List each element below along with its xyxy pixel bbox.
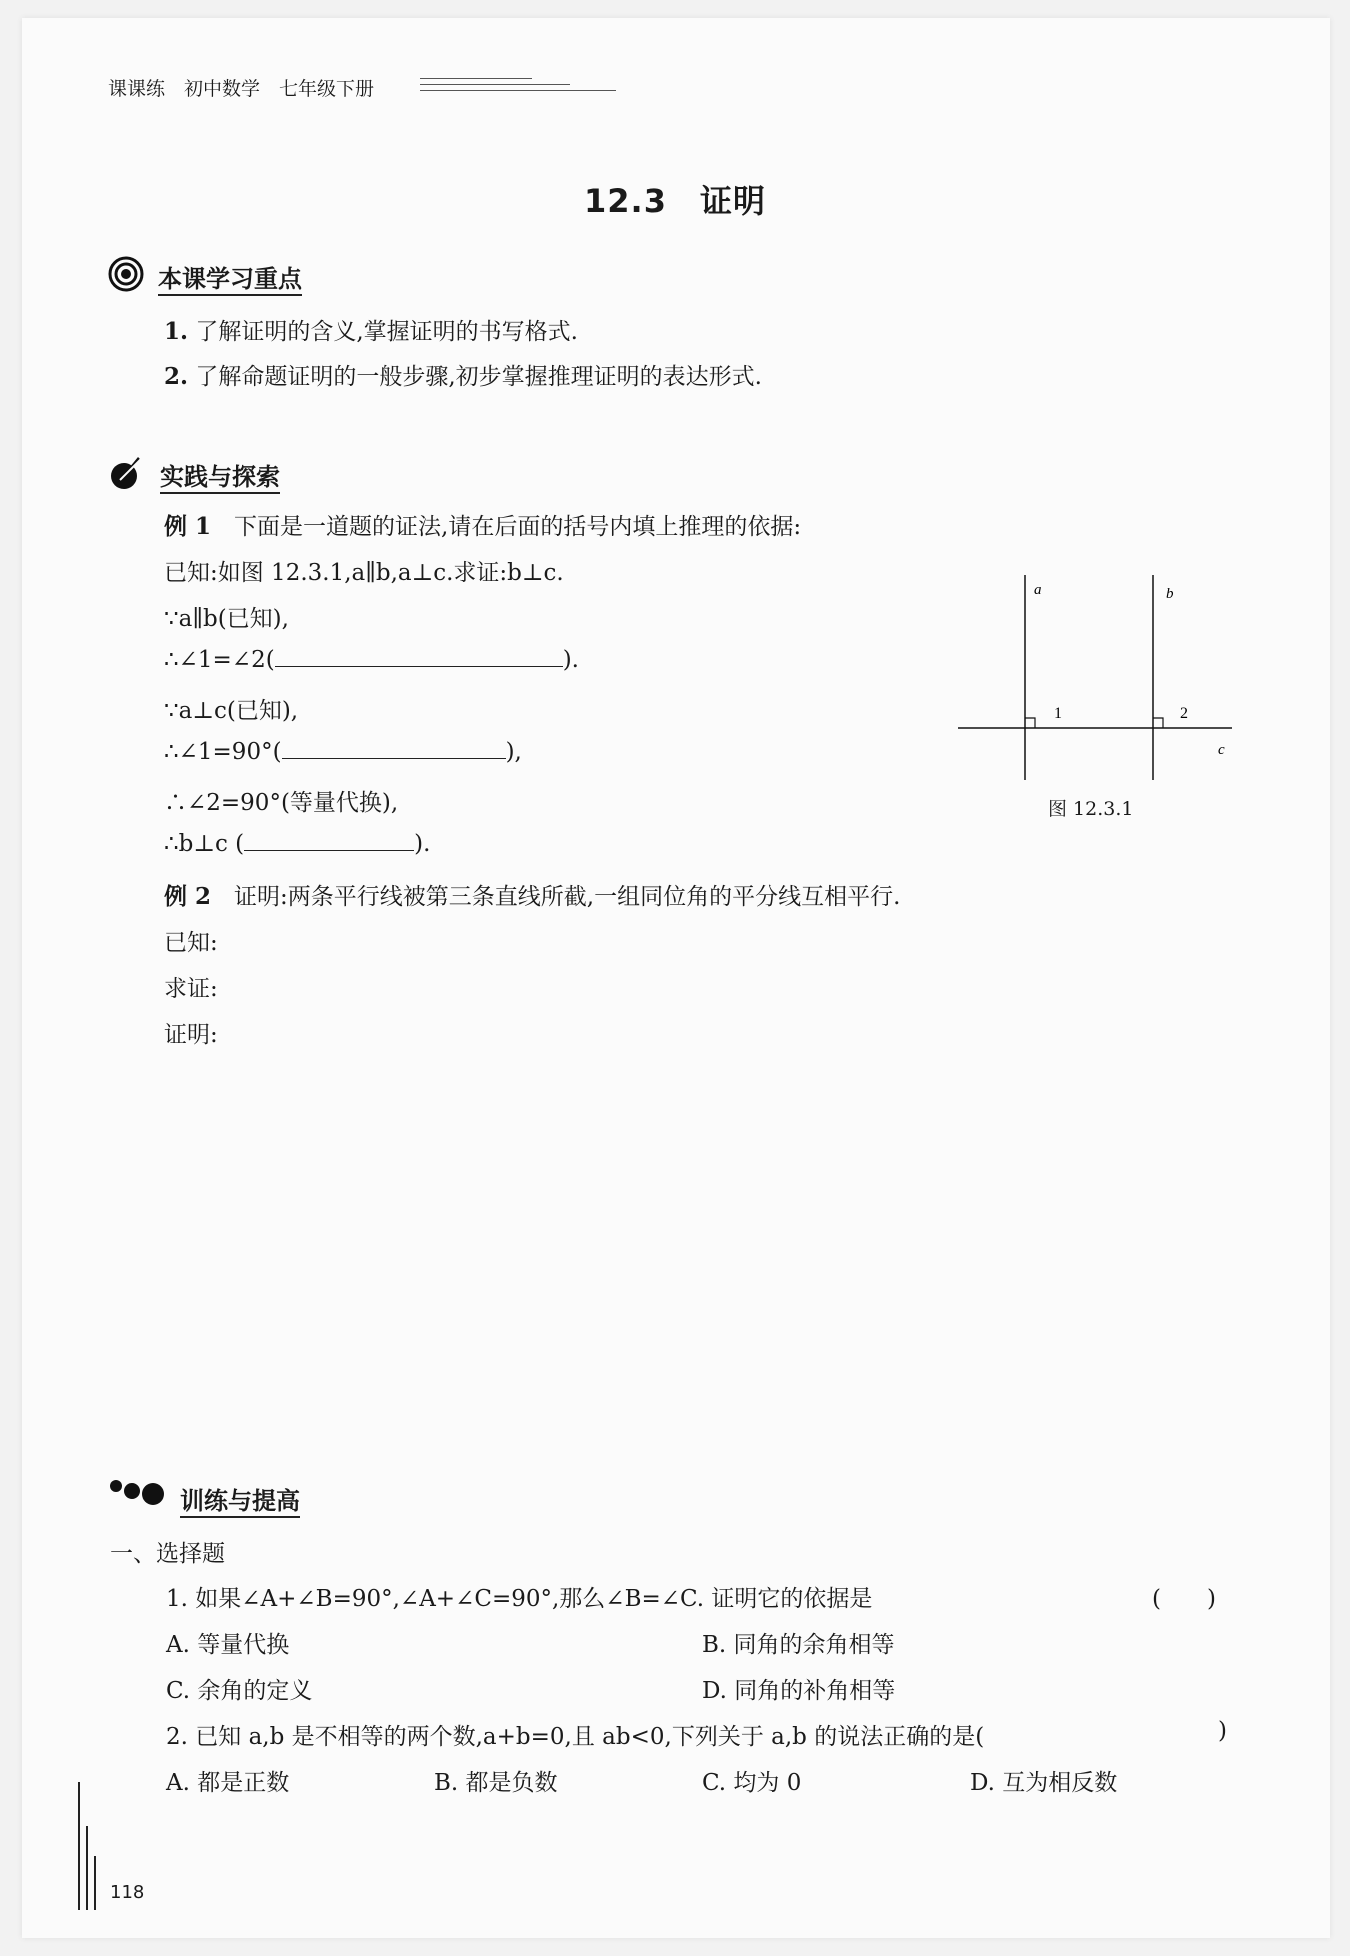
side-bar [94, 1856, 96, 1910]
header-rule [420, 84, 570, 85]
q1-option-a: A. 等量代换 [166, 1632, 290, 1658]
figure-caption: 图 12.3.1 [1048, 798, 1134, 820]
focus-item-2: 2. 了解命题证明的一般步骤,初步掌握推理证明的表达形式. [164, 363, 762, 390]
example-1-given: 已知:如图 12.3.1,a∥b,a⊥c.求证:b⊥c. [164, 560, 564, 586]
target-icon [108, 256, 144, 296]
answer-blank[interactable] [282, 738, 506, 759]
page-number: 118 [110, 1882, 145, 1903]
section-heading-practice: 实践与探索 [160, 457, 280, 492]
proof-step-6: ∴b⊥c ( ). [164, 831, 431, 857]
question-2: 2. 已知 a,b 是不相等的两个数,a+b=0,且 ab<0,下列关于 a,b 的说法正确的是( [166, 1724, 985, 1750]
q1-option-d: D. 同角的补角相等 [702, 1678, 896, 1704]
answer-blank[interactable] [244, 830, 414, 851]
proof-step-3: ∵a⊥c(已知), [164, 698, 299, 724]
answer-paren-1[interactable]: ( ) [1152, 1586, 1216, 1612]
angle-label-1: 1 [1054, 705, 1062, 722]
header-rule [420, 78, 532, 79]
running-header: 课课练 初中数学 七年级下册 [108, 78, 375, 100]
q2-option-b: B. 都是负数 [434, 1770, 558, 1796]
q1-option-c: C. 余角的定义 [166, 1678, 313, 1704]
proof-step-2: ∴∠1=∠2( ). [164, 647, 579, 673]
dots-icon [108, 1476, 172, 1510]
line-label-b: b [1166, 586, 1174, 602]
angle-label-2: 2 [1180, 705, 1188, 722]
q2-option-a: A. 都是正数 [166, 1770, 290, 1796]
answer-blank[interactable] [275, 646, 563, 667]
section-heading-focus: 本课学习重点 [158, 259, 302, 294]
q2-option-d: D. 互为相反数 [970, 1770, 1118, 1796]
example-2-given: 已知: [164, 930, 218, 956]
side-bar [78, 1782, 80, 1910]
question-1: 1. 如果∠A+∠B=90°,∠A+∠C=90°,那么∠B=∠C. 证明它的依据是 [166, 1586, 873, 1612]
proof-step-1: ∵a∥b(已知), [164, 606, 289, 632]
example-2: 例 2 证明:两条平行线被第三条直线所截,一组同位角的平分线互相平行. [164, 883, 901, 910]
figure-12-3-1 [950, 570, 1240, 824]
proof-step-4: ∴∠1=90°( ), [164, 739, 522, 765]
compass-icon [108, 454, 148, 498]
q1-option-b: B. 同角的余角相等 [702, 1632, 895, 1658]
example-2-prove: 求证: [164, 976, 218, 1002]
example-1: 例 1 下面是一道题的证法,请在后面的括号内填上推理的依据: [164, 513, 802, 540]
q2-option-c: C. 均为 0 [702, 1770, 802, 1796]
line-label-a: a [1034, 582, 1042, 598]
example-2-proof: 证明: [164, 1022, 218, 1048]
part-heading: 一、选择题 [110, 1541, 225, 1567]
answer-paren-2[interactable]: ) [1218, 1718, 1227, 1744]
proof-step-5: ∴∠2=90°(等量代换), [164, 790, 399, 816]
line-label-c: c [1218, 742, 1225, 758]
side-bar [86, 1826, 88, 1910]
page-title: 12.3 证明 [584, 182, 766, 220]
focus-item-1: 1. 了解证明的含义,掌握证明的书写格式. [164, 318, 578, 345]
header-rule [420, 90, 616, 91]
section-heading-training: 训练与提高 [180, 1481, 300, 1516]
